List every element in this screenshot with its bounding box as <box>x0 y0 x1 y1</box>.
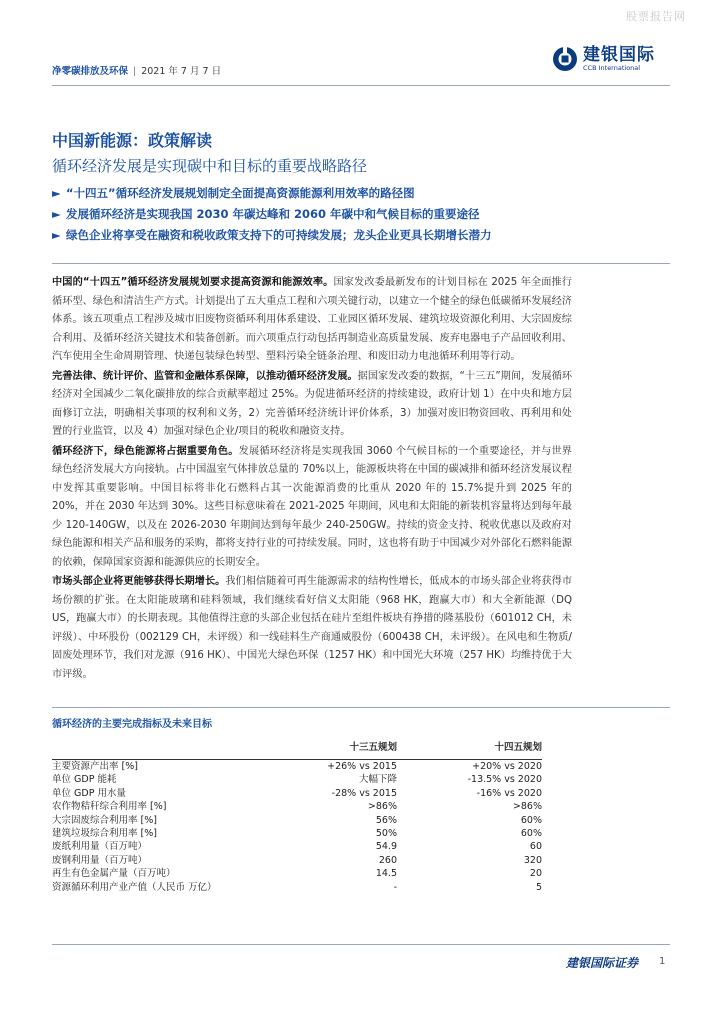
table-row: 废钢利用量（百万吨） 260 320 <box>52 854 542 866</box>
table-row: 资源循环利用产业产值（人民币 万亿） - 5 <box>52 881 542 893</box>
table-caption: 循环经济的主要完成指标及未来目标 <box>52 719 212 730</box>
page-title: 中国新能源：政策解读 <box>52 131 213 150</box>
column-header: 十四五规划 <box>397 736 542 760</box>
paragraph: 完善法律、统计评价、监管和金融体系保障，以推动循环经济发展。据国家发改委的数据，“十三五”期间，发展循环经济对全国减少二氧化碳排放的综合贡献率超过 25%。为促进循环经济的持续建设，政府计划 1）在中央和地方层面修订立法，明确相关事项的权利和义务，2）完善循环经济统计评价体系，3）加强对废旧物资回收、再利用和处置的行业监管，以及 4）加强对绿色企业/项目的税收和融资支持。 <box>52 370 573 437</box>
logo-name-en: CCB International <box>583 64 641 72</box>
key-point: ► 发展循环经济是实现我国 2030 年碳达峰和 2060 年碳中和气候目标的重要途径 <box>52 204 592 225</box>
table-header-row <box>52 736 542 760</box>
table-row: 废纸利用量（百万吨） 54.9 60 <box>52 841 542 853</box>
ccb-logo <box>552 46 655 72</box>
key-point: ► “十四五”循环经济发展规划制定全面提高资源能源利用效率的路径图 <box>52 183 592 204</box>
table-row: 建筑垃圾综合利用率 [%] 50% 60% <box>52 828 542 840</box>
section-rule <box>52 263 670 264</box>
indicator-table <box>52 736 542 894</box>
arrow-icon: ► <box>52 207 61 221</box>
table-row: 大宗固废综合利用率 [%] 56% 60% <box>52 814 542 826</box>
footer-brand: 建银国际证券 <box>566 956 639 970</box>
report-header: 净零碳排放及环保 | 2021 年 7 月 7 日 <box>52 66 222 77</box>
table-row: 单位 GDP 能耗 大幅下降 -13.5% vs 2020 <box>52 774 542 786</box>
paragraph: 市场头部企业将更能够获得长期增长。我们相信随着可再生能源需求的结构性增长，低成本的市场头部企业将获得市场份额的扩张。在太阳能玻璃和硅料领域，我们继续看好信义太阳能（968 HK，跑赢大市）和大全新能源（DQ US，跑赢大市）的长期表现。其他值得注意的头部企业包括在硅片至组件板块有挣措的隆基股份（601012 CH，未评级）、中环股份（002129 CH，未评级）和一线硅料生产商通威股份（600438 CH，未评级）。在风电和生物质/固废处理环节，我们对龙源（916 HK）、中国光大绿色环保（1257 HK）和中国光大环境（257 HK）均维持优于大市评级。 <box>52 576 573 680</box>
paragraph: 循环经济下，绿色能源将占据重要角色。发展循环经济将是实现我国 3060 个气候目标的一个重要途径，并与世界绿色经济发展大方向接轨。占中国温室气体排放总量的 70%以上，能源板块将在中国的碳减排和循环经济发展议程中发挥其重要影响。中国目标将非化石燃料占其一次能源消费的比重从 2020 年的 15.7%提升到 2025 年的 20%，并在 2030 年达到 30%。这些目标意味着在 2021-2025 年期间，风电和太阳能的新装机容量将达到每年最少 120-140GW，以及在 2026-2030 年期间达到每年最少 240-250GW。持续的资金支持、税收优惠以及政府对绿色能源和相关产品和服务的采购，都将支持行业的可持续发展。同时，这也将有助于中国减少对外部化石燃料能源的依赖，保障国家资源和能源供应的长期安全。 <box>52 445 572 568</box>
paragraph: 中国的“十四五”循环经济发展规划要求提高资源和能源效率。国家发改委最新发布的计划目标在 2025 年全面推行循环型、绿色和清洁生产方式。计划提出了五大重点工程和六项关键行动，以建立一个健全的绿色低碳循环发展经济体系。该五项重点工程涉及城市旧废物资循环利用体系建设、工业园区循环发展、建筑垃圾资源化利用、大宗固废综合利用、及循环经济关键技术和装备创新。而六项重点行动包括再制造业高质量发展、废弃电器电子产品回收利用、汽车使用全生命周期管理、快递包装绿色转型、塑料污染全链条治理、和废旧动力电池循环利用等行动。 <box>52 277 572 362</box>
table-row: 主要资源产出率 [%] +26% vs 2015 +20% vs 2020 <box>52 761 542 772</box>
arrow-icon: ► <box>52 228 61 242</box>
table-row: 农作物秸秆综合利用率 [%] >86% >86% <box>52 801 542 813</box>
report-date: 2021 年 7 月 7 日 <box>141 66 222 77</box>
table-row: 单位 GDP 用水量 -28% vs 2015 -16% vs 2020 <box>52 787 542 799</box>
key-point: ► 绿色企业将享受在融资和税收政策支持下的可持续发展；龙头企业更具长期增长潜力 <box>52 225 592 246</box>
column-header: 十三五规划 <box>252 736 397 760</box>
arrow-icon: ► <box>52 186 61 200</box>
watermark: 股票报告网 <box>626 10 686 23</box>
page-number: 1 <box>659 956 666 967</box>
key-points <box>52 183 592 246</box>
report-body <box>52 274 572 685</box>
logo-name-cn: 建银国际 <box>583 45 655 65</box>
sector-label: 净零碳排放及环保 <box>52 66 129 77</box>
header-rule <box>52 85 670 86</box>
table-top-rule <box>52 707 670 708</box>
page-subtitle: 循环经济发展是实现碳中和目标的重要战略路径 <box>52 157 368 175</box>
table-row: 再生有色金属产量（百万吨） 14.5 20 <box>52 868 542 880</box>
ccb-logo-icon <box>552 46 578 72</box>
footer-rule <box>52 944 670 945</box>
